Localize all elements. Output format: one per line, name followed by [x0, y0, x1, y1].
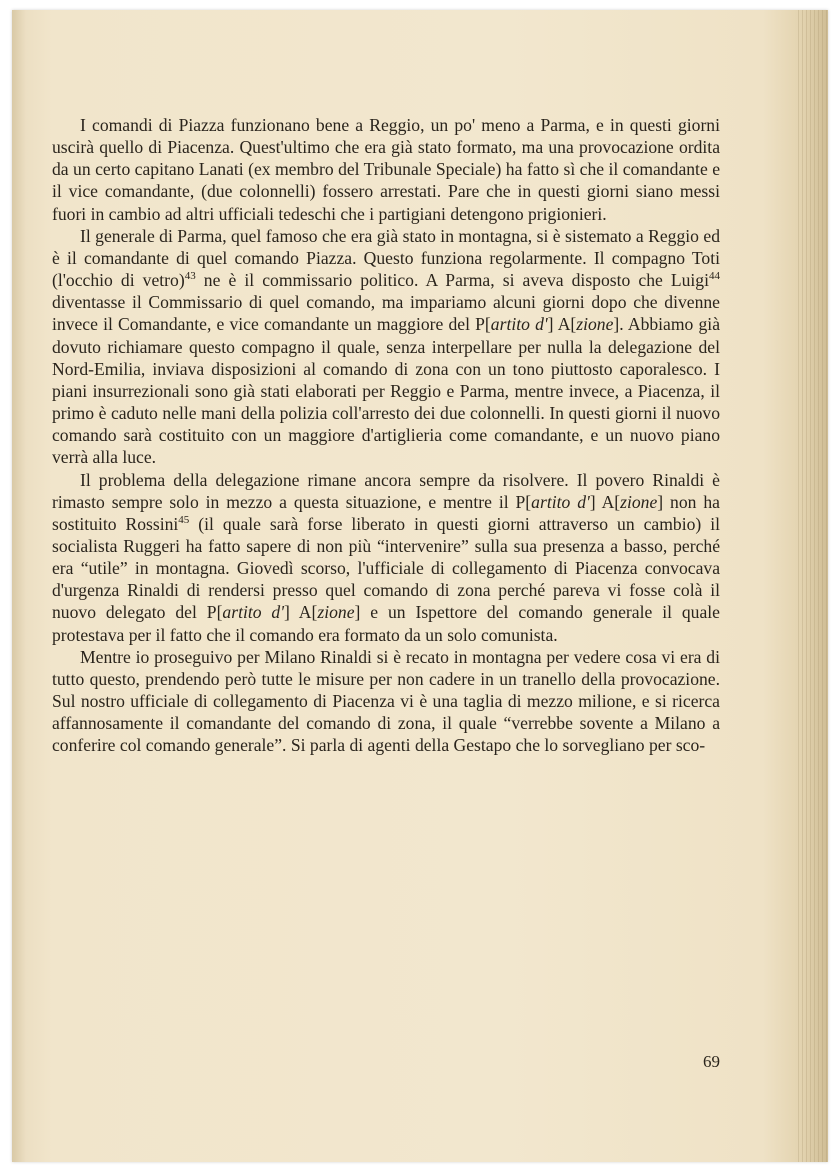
footnote-ref: 45: [178, 513, 190, 526]
page-edge-shading: [798, 10, 828, 1162]
text-run: (il quale sarà forse liberato in questi giorni attraverso un cambio) il socialista Ruggeri ha fatto sapere di non più “intervenire” sulla sua presenza a basso, perché era “utile” in montagna. Giovedì scorso, l'ufficiale di collegamento di Piacenza convocava d'urgenza Rinaldi di rendersi presso quel comando di zona perché pareva vi fosse colà il nuovo delegato del P[: [52, 513, 720, 623]
paragraph-2: [52, 225, 720, 469]
footnote-ref: 44: [709, 270, 720, 283]
italic-text: artito d': [490, 314, 548, 335]
italic-text: zione: [576, 314, 614, 335]
text-run: I comandi di Piazza funzionano bene a Reggio, un po' meno a Parma, e in questi giorni uscirà quello di Piacenza. Quest'ultimo che era già stato formato, ma una provocazione ordita da un certo capitano Lanati (ex membro del Tribunale Speciale) ha fatto sì che il comandante e il vice comandante, (due colonnelli) fossero arrestati. Pare che in questi giorni siano messi fuori in cambio ad altri ufficiali tedeschi che i partigiani detengono prigionieri.: [52, 115, 720, 224]
footnote-ref: 43: [184, 270, 196, 283]
text-run: ] A[: [589, 491, 621, 512]
text-run: ] non ha sostituito Rossini: [52, 491, 720, 534]
text-run: ] A[: [547, 314, 577, 335]
body-text: [52, 114, 720, 757]
text-run: ne è il commissario politico. A Parma, si aveva disposto che Luigi: [195, 270, 709, 291]
text-run: Mentre io proseguivo per Milano Rinaldi si è recato in montagna per vedere cosa vi era di tutto questo, prendendo però tutte le misure per non cadere in un tranello della provocazione. Sul nostro ufficiale di collegamento di Piacenza vi è una taglia di mezzo milione, e si ricerca affannosamente il comandante del comando di zona, il quale “verrebbe sovente a Milano a conferire col comando generale”. Si parla di agenti della Gestapo che lo sorvegliano per sco-: [52, 646, 720, 756]
italic-text: zione: [620, 491, 658, 512]
italic-text: artito d': [531, 491, 590, 512]
text-run: ]. Abbiamo già dovuto richiamare questo compagno il quale, senza interpellare per nulla la delegazione del Nord-Emilia, inviava disposizioni al comando di zona con un tono piuttosto caporalesco. I piani insurrezionali sono già stati elaborati per Reggio e Parma, mentre invece, a Piacenza, il primo è caduto nelle mani della polizia coll'arresto dei due colonnelli. In questi giorni il nuovo comando sarà costituito con un maggiore d'artiglieria come comandante, e un nuovo piano verrà alla luce.: [52, 314, 720, 468]
text-run: diventasse il Commissario di quel comando, ma impariamo alcuni giorni dopo che divenne invece il Comandante, e vice comandante un maggiore del P[: [52, 292, 720, 335]
book-page: [12, 10, 828, 1162]
paragraph-3: [52, 469, 720, 646]
text-run: Il problema della delegazione rimane ancora sempre da risolvere. Il povero Rinaldi è rimasto sempre solo in mezzo a questa situazione, e mentre il P[: [52, 469, 720, 512]
text-run: ] A[: [284, 602, 318, 623]
italic-text: artito d': [222, 602, 284, 623]
page-number: 69: [703, 1052, 720, 1071]
text-run: ] e un Ispettore del comando generale il quale protestava per il fatto che il comando era formato da un solo comunista.: [52, 602, 720, 645]
paragraph-4: [52, 646, 720, 757]
text-run: Il generale di Parma, quel famoso che era già stato in montagna, si è sistemato a Reggio ed è il comandante di quel comando Piazza. Questo funziona regolarmente. Il compagno Toti (l'occhio di vetro): [52, 225, 720, 291]
paragraph-1: [52, 114, 720, 225]
italic-text: zione: [317, 602, 355, 623]
